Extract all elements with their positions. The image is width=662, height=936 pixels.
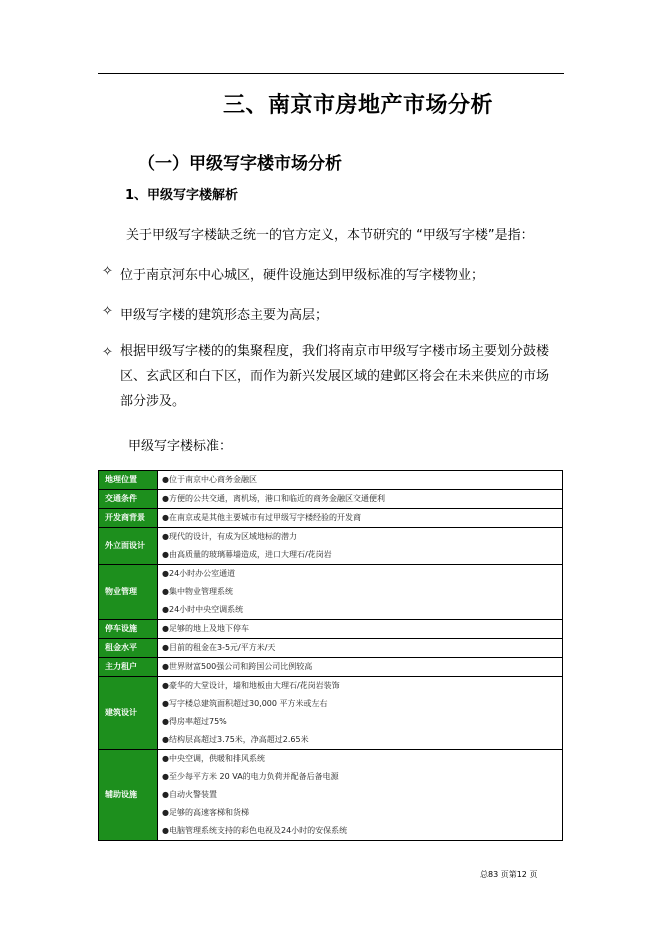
row-value-item: ●豪华的大堂设计，墙和地板由大理石/花岗岩装饰 bbox=[162, 681, 340, 690]
page-footer: 总83 页第12 页 bbox=[480, 870, 538, 879]
diamond-bullet-icon: ✧ bbox=[102, 304, 113, 319]
standards-table bbox=[98, 470, 563, 841]
table-row bbox=[99, 565, 563, 620]
table-row bbox=[99, 528, 563, 565]
row-value bbox=[158, 639, 563, 658]
row-value-item: ●自动火警装置 bbox=[162, 790, 217, 799]
row-key: 辅助设施 bbox=[99, 750, 158, 841]
row-value-item: ●足够的地上及地下停车 bbox=[162, 624, 249, 633]
table-row bbox=[99, 490, 563, 509]
row-value-item: ●位于南京中心商务金融区 bbox=[162, 475, 257, 484]
row-key: 主力租户 bbox=[99, 658, 158, 677]
row-key: 物业管理 bbox=[99, 565, 158, 620]
row-value-item: ●24小时中央空调系统 bbox=[162, 605, 244, 614]
row-value-item: ●得房率超过75% bbox=[162, 717, 227, 726]
sub-subsection-title: 1、甲级写字楼解析 bbox=[125, 188, 239, 203]
row-value bbox=[158, 620, 563, 639]
row-value bbox=[158, 565, 563, 620]
bullet-text: 位于南京河东中心城区，硬件设施达到甲级标准的写字楼物业； bbox=[120, 268, 485, 283]
row-value bbox=[158, 677, 563, 750]
table-row bbox=[99, 471, 563, 490]
intro-paragraph: 关于甲级写字楼缺乏统一的官方定义，本节研究的 “甲级写字楼”是指： bbox=[126, 228, 534, 243]
table-row bbox=[99, 750, 563, 841]
row-value-item: ●电脑管理系统支持的彩色电视及24小时的安保系统 bbox=[162, 826, 348, 835]
row-key: 地理位置 bbox=[99, 471, 158, 490]
bullet-text-line: 区、玄武区和白下区，而作为新兴发展区域的建邺区将会在未来供应的市场 bbox=[120, 369, 550, 384]
row-value-item: ●目前的租金在3-5元/平方米/天 bbox=[162, 643, 276, 652]
standard-label: 甲级写字楼标准： bbox=[128, 439, 233, 454]
row-value-item: ●在南京或是其他主要城市有过甲级写字楼经验的开发商 bbox=[162, 513, 361, 522]
row-value-item: ●中央空调，供暖和排风系统 bbox=[162, 754, 265, 763]
subsection-title: （一）甲级写字楼市场分析 bbox=[138, 154, 342, 174]
row-value bbox=[158, 471, 563, 490]
row-value-item: ●24小时办公室通道 bbox=[162, 569, 236, 578]
bullet-text-line: 部分涉及。 bbox=[120, 394, 186, 409]
row-value bbox=[158, 509, 563, 528]
row-value-item: ●结构层高超过3.75米，净高超过2.65米 bbox=[162, 735, 309, 744]
row-value-item: ●集中物业管理系统 bbox=[162, 587, 233, 596]
row-key: 停车设施 bbox=[99, 620, 158, 639]
row-value-item: ●方便的公共交通，离机场，港口和临近的商务金融区交通便利 bbox=[162, 494, 385, 503]
row-key: 租金水平 bbox=[99, 639, 158, 658]
bullet-text bbox=[120, 339, 568, 414]
table-row bbox=[99, 658, 563, 677]
row-value bbox=[158, 528, 563, 565]
section-title: 三、南京市房地产市场分析 bbox=[222, 93, 493, 118]
table-row bbox=[99, 620, 563, 639]
table-row bbox=[99, 677, 563, 750]
row-value-item: ●由高质量的玻璃幕墙造成，进口大理石/花岗岩 bbox=[162, 550, 332, 559]
table-row bbox=[99, 509, 563, 528]
bullet-text-line: 根据甲级写字楼的的集聚程度，我们将南京市甲级写字楼市场主要划分鼓楼 bbox=[120, 344, 550, 359]
row-value-item: ●写字楼总建筑面积超过30,000 平方米或左右 bbox=[162, 699, 328, 708]
diamond-bullet-icon: ✧ bbox=[102, 345, 113, 360]
diamond-bullet-icon: ✧ bbox=[102, 264, 113, 279]
row-key: 交通条件 bbox=[99, 490, 158, 509]
table-row bbox=[99, 639, 563, 658]
row-value bbox=[158, 750, 563, 841]
header-rule bbox=[98, 73, 564, 74]
row-value-item: ●现代的设计，有成为区域地标的潜力 bbox=[162, 532, 297, 541]
row-value-item: ●足够的高速客梯和货梯 bbox=[162, 808, 249, 817]
row-value-item: ●至少每平方米 20 VA的电力负荷并配备后备电源 bbox=[162, 772, 339, 781]
row-key: 开发商背景 bbox=[99, 509, 158, 528]
row-value-item: ●世界财富500强公司和跨国公司比例较高 bbox=[162, 662, 313, 671]
bullet-text: 甲级写字楼的建筑形态主要为高层； bbox=[120, 308, 329, 323]
row-key: 外立面设计 bbox=[99, 528, 158, 565]
row-value bbox=[158, 490, 563, 509]
row-value bbox=[158, 658, 563, 677]
row-key: 建筑设计 bbox=[99, 677, 158, 750]
